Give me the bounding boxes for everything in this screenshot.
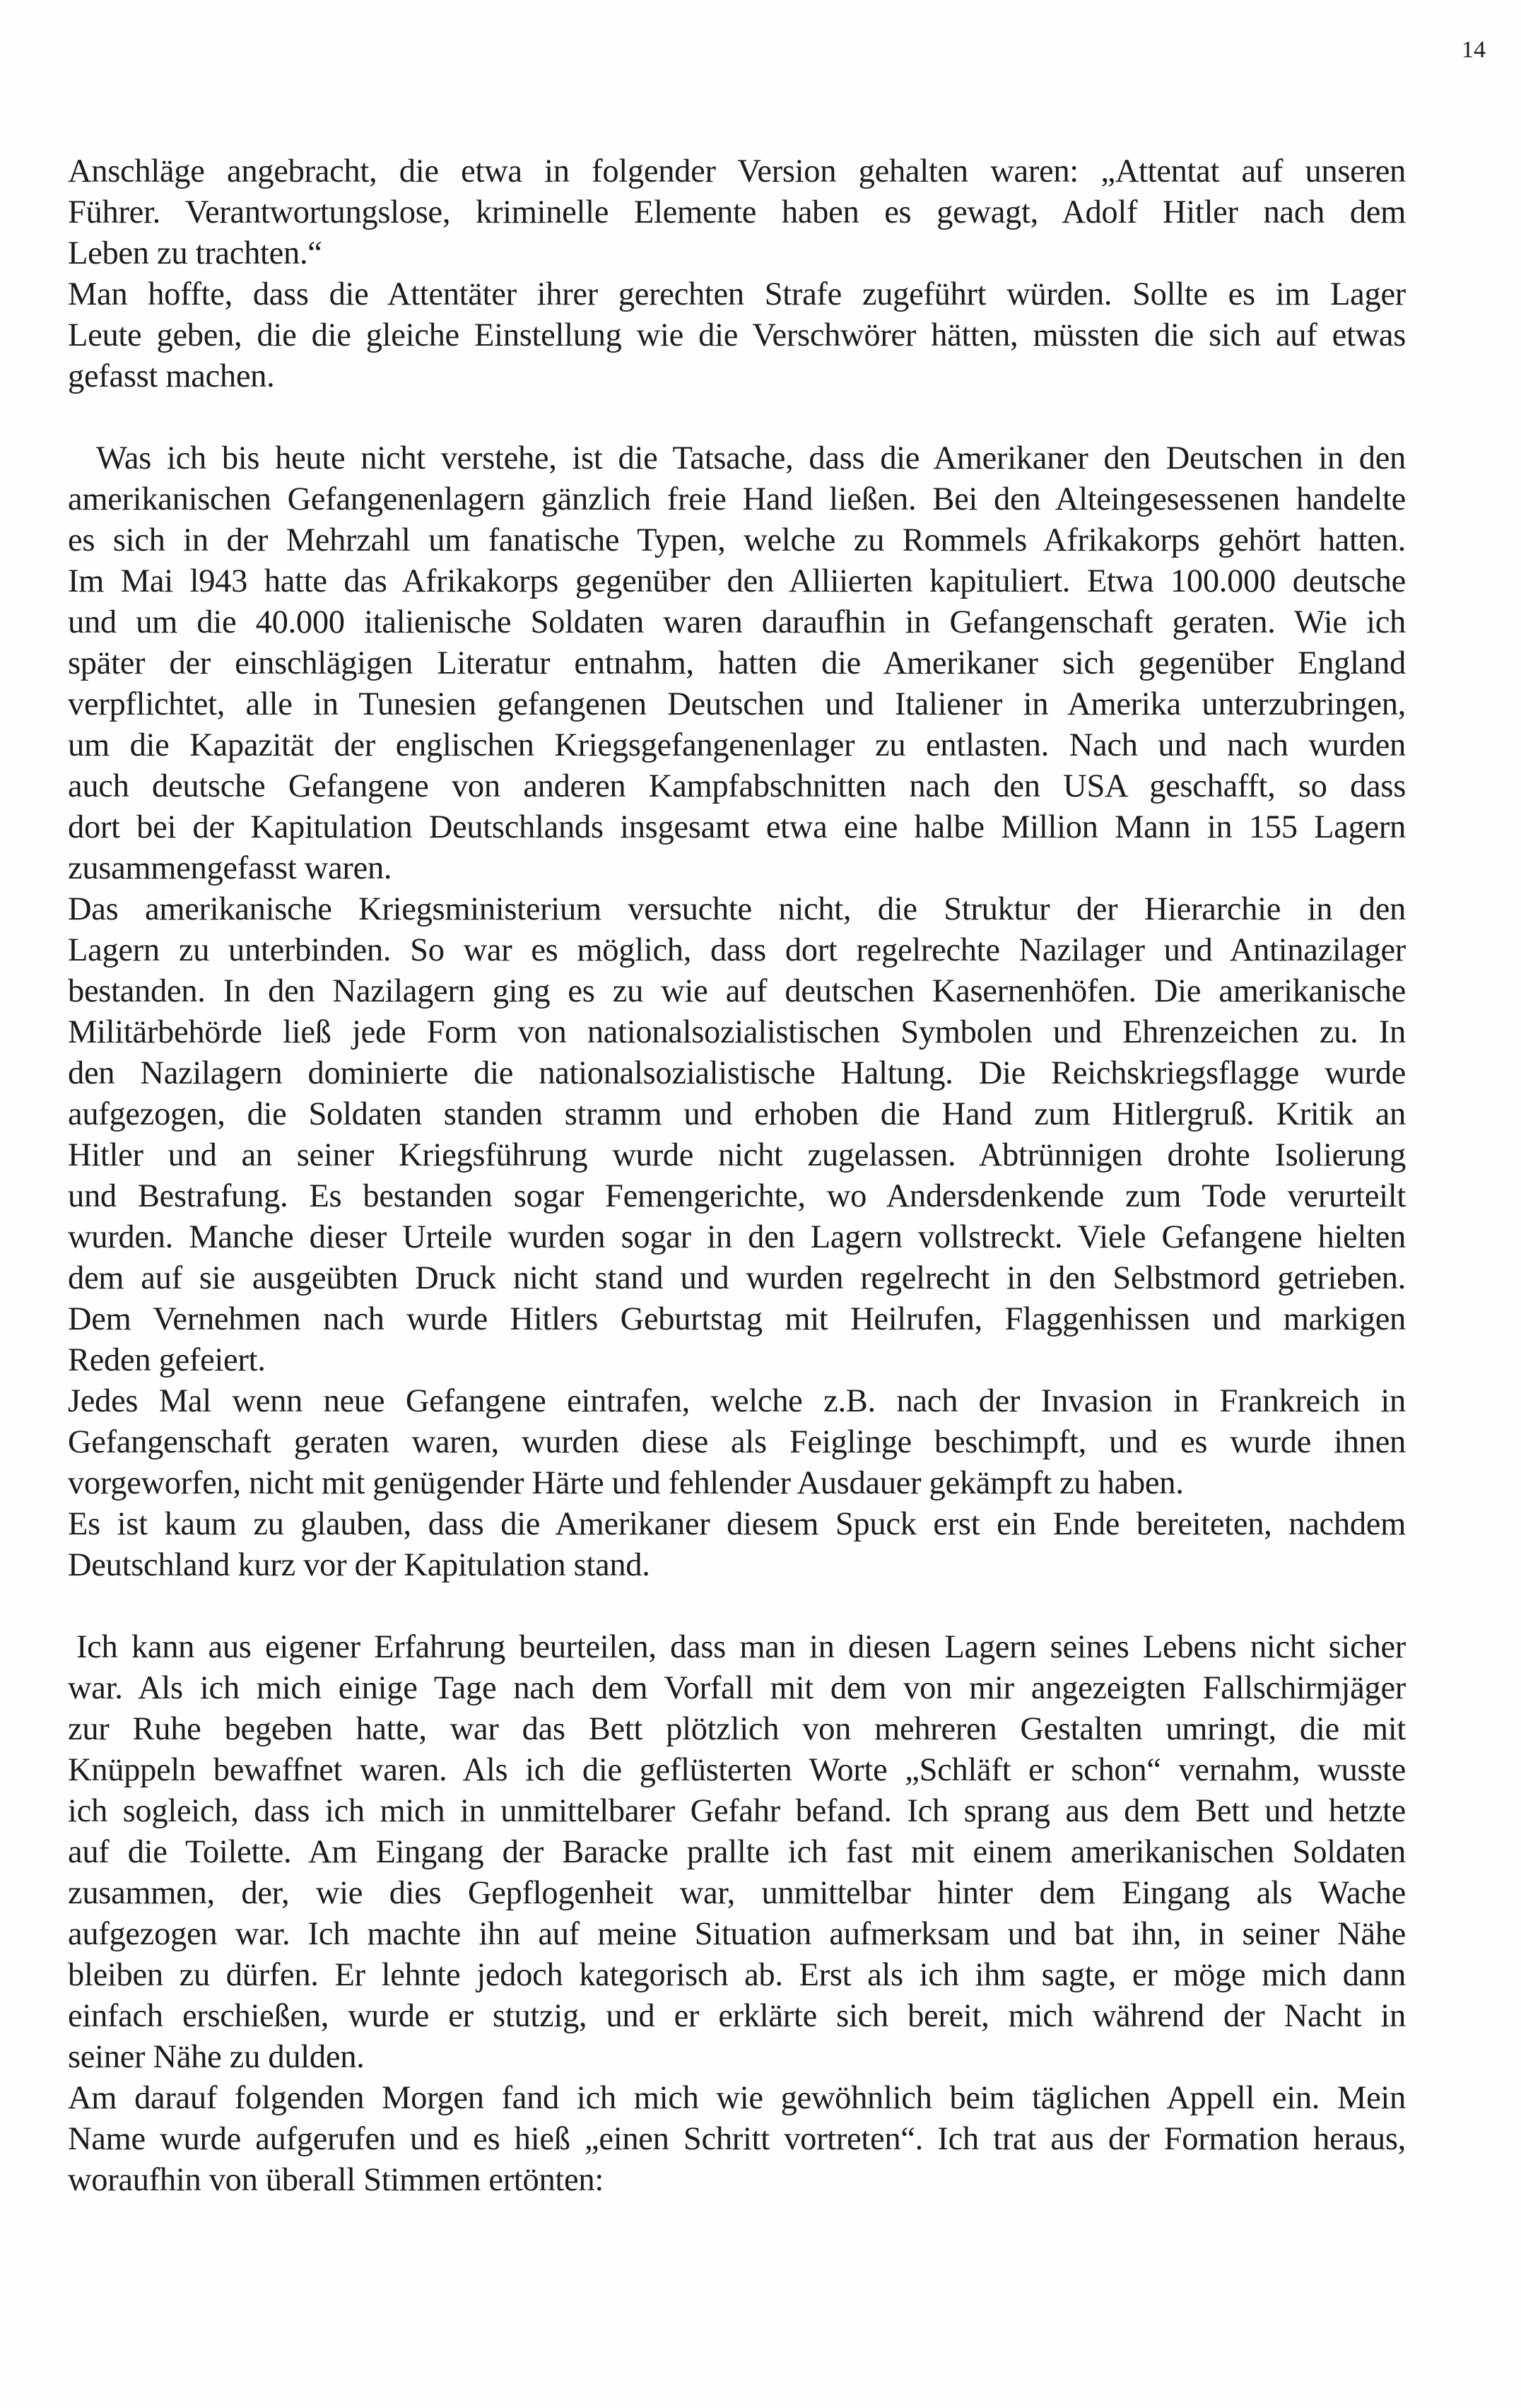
text-line: Was ich bis heute nicht verstehe, ist die Tatsache, dass die Amerikaner den Deutschen in den: [96, 440, 1406, 476]
paragraph: [68, 151, 1406, 274]
text-line: amerikanischen Gefangenenlagern gänzlich freie Hand ließen. Bei den Alteingesessenen handelte: [68, 481, 1406, 517]
text-line: bestanden. In den Nazilagern ging es zu wie auf deutschen Kasernenhöfen. Die amerikanische: [68, 973, 1406, 1009]
text-line: Reden gefeiert.: [68, 1342, 266, 1378]
text-line: Es ist kaum zu glauben, dass die Amerikaner diesem Spuck erst ein Ende bereiteten, nachdem: [68, 1506, 1406, 1542]
text-line: auch deutsche Gefangene von anderen Kampfabschnitten nach den USA geschafft, so dass: [68, 768, 1406, 804]
text-line: Anschläge angebracht, die etwa in folgender Version gehalten waren: „Attentat auf unseren: [68, 153, 1406, 189]
text-line: später der einschlägigen Literatur entnahm, hatten die Amerikaner sich gegenüber England: [68, 645, 1406, 681]
text-line: zur Ruhe begeben hatte, war das Bett plötzlich von mehreren Gestalten umringt, die mit: [68, 1711, 1406, 1747]
text-line: Hitler und an seiner Kriegsführung wurde nicht zugelassen. Abtrünnigen drohte Isolierung: [68, 1137, 1406, 1173]
text-line: es sich in der Mehrzahl um fanatische Typen, welche zu Rommels Afrikakorps gehört hatten.: [68, 522, 1406, 558]
text-line: seiner Nähe zu dulden.: [68, 2039, 365, 2075]
text-line: Deutschland kurz vor der Kapitulation stand.: [68, 1547, 650, 1583]
text-line: bleiben zu dürfen. Er lehnte jedoch kategorisch ab. Erst als ich ihm sagte, er möge mich dann: [68, 1957, 1406, 1993]
text-line: gefasst machen.: [68, 358, 275, 394]
text-line: zusammengefasst waren.: [68, 850, 392, 886]
text-line: Man hoffte, dass die Attentäter ihrer gerechten Strafe zugeführt würden. Sollte es im Lager: [68, 276, 1406, 312]
text-line: dem auf sie ausgeübten Druck nicht stand und wurden regelrecht in den Selbstmord getrieben.: [68, 1260, 1406, 1296]
text-line: woraufhin von überall Stimmen ertönten:: [68, 2162, 604, 2198]
text-line: Im Mai l943 hatte das Afrikakorps gegenüber den Alliierten kapituliert. Etwa 100.000 deutsche: [68, 563, 1406, 599]
text-line: dort bei der Kapitulation Deutschlands insgesamt etwa eine halbe Million Mann in 155 Lagern: [68, 809, 1406, 845]
text-line: wurden. Manche dieser Urteile wurden sogar in den Lagern vollstreckt. Viele Gefangene hielten: [68, 1219, 1406, 1255]
text-line: Das amerikanische Kriegsministerium versuchte nicht, die Struktur der Hierarchie in den: [68, 891, 1406, 927]
text-line: zusammen, der, wie dies Gepflogenheit war, unmittelbar hinter dem Eingang als Wache: [68, 1875, 1406, 1911]
text-line: Gefangenschaft geraten waren, wurden diese als Feiglinge beschimpft, und es wurde ihnen: [68, 1424, 1406, 1460]
text-line: Name wurde aufgerufen und es hieß „einen Schritt vortreten“. Ich trat aus der Formation heraus,: [68, 2121, 1406, 2157]
text-line: und Bestrafung. Es bestanden sogar Femengerichte, wo Andersdenkende zum Tode verurteilt: [68, 1178, 1406, 1214]
paragraph: [68, 1627, 1406, 2078]
text-line: Lagern zu unterbinden. So war es möglich, dass dort regelrechte Nazilager und Antinazilager: [68, 932, 1406, 968]
text-line: verpflichtet, alle in Tunesien gefangenen Deutschen und Italiener in Amerika unterzubringen,: [68, 686, 1406, 722]
text-line: den Nazilagern dominierte die nationalsozialistische Haltung. Die Reichskriegsflagge wurde: [68, 1055, 1406, 1091]
paragraph: [68, 2078, 1406, 2201]
paragraph: [68, 1504, 1406, 1586]
text-line: auf die Toilette. Am Eingang der Baracke prallte ich fast mit einem amerikanischen Soldaten: [68, 1834, 1406, 1870]
text-line: um die Kapazität der englischen Kriegsgefangenenlager zu entlasten. Nach und nach wurden: [68, 727, 1406, 763]
text-line: Militärbehörde ließ jede Form von nationalsozialistischen Symbolen und Ehrenzeichen zu. In: [68, 1014, 1406, 1050]
paragraph: [68, 274, 1406, 397]
paragraph: [68, 438, 1406, 889]
text-line: einfach erschießen, wurde er stutzig, und er erklärte sich bereit, mich während der Nacht in: [68, 1998, 1406, 2034]
paragraph: [68, 889, 1406, 1381]
text-line: Ich kann aus eigener Erfahrung beurteilen, dass man in diesen Lagern seines Lebens nicht sicher: [76, 1629, 1406, 1665]
text-line: vorgeworfen, nicht mit genügender Härte und fehlender Ausdauer gekämpft zu haben.: [68, 1465, 1184, 1501]
text-line: Am darauf folgenden Morgen fand ich mich wie gewöhnlich beim täglichen Appell ein. Mein: [68, 2080, 1406, 2116]
text-line: Knüppeln bewaffnet waren. Als ich die geflüsterten Worte „Schläft er schon“ vernahm, wusste: [68, 1752, 1406, 1788]
text-line: aufgezogen war. Ich machte ihn auf meine Situation aufmerksam und bat ihn, in seiner Nähe: [68, 1916, 1406, 1952]
page-number: 14: [1462, 37, 1486, 63]
text-line: Dem Vernehmen nach wurde Hitlers Geburtstag mit Heilrufen, Flaggenhissen und markigen: [68, 1301, 1406, 1337]
text-line: aufgezogen, die Soldaten standen stramm und erhoben die Hand zum Hitlergruß. Kritik an: [68, 1096, 1406, 1132]
text-line: Führer. Verantwortungslose, kriminelle Elemente haben es gewagt, Adolf Hitler nach dem: [68, 194, 1406, 230]
text-line: und um die 40.000 italienische Soldaten waren daraufhin in Gefangenschaft geraten. Wie ich: [68, 604, 1406, 640]
paragraph: [68, 1381, 1406, 1504]
text-line: Leben zu trachten.“: [68, 235, 322, 271]
text-line: Leute geben, die die gleiche Einstellung wie die Verschwörer hätten, müssten die sich auf etwas: [68, 317, 1406, 353]
body-text: [68, 151, 1406, 2201]
text-line: ich sogleich, dass ich mich in unmittelbarer Gefahr befand. Ich sprang aus dem Bett und hetzte: [68, 1793, 1406, 1829]
text-line: war. Als ich mich einige Tage nach dem Vorfall mit dem von mir angezeigten Fallschirmjäger: [68, 1670, 1406, 1706]
text-line: Jedes Mal wenn neue Gefangene eintrafen, welche z.B. nach der Invasion in Frankreich in: [68, 1383, 1406, 1419]
